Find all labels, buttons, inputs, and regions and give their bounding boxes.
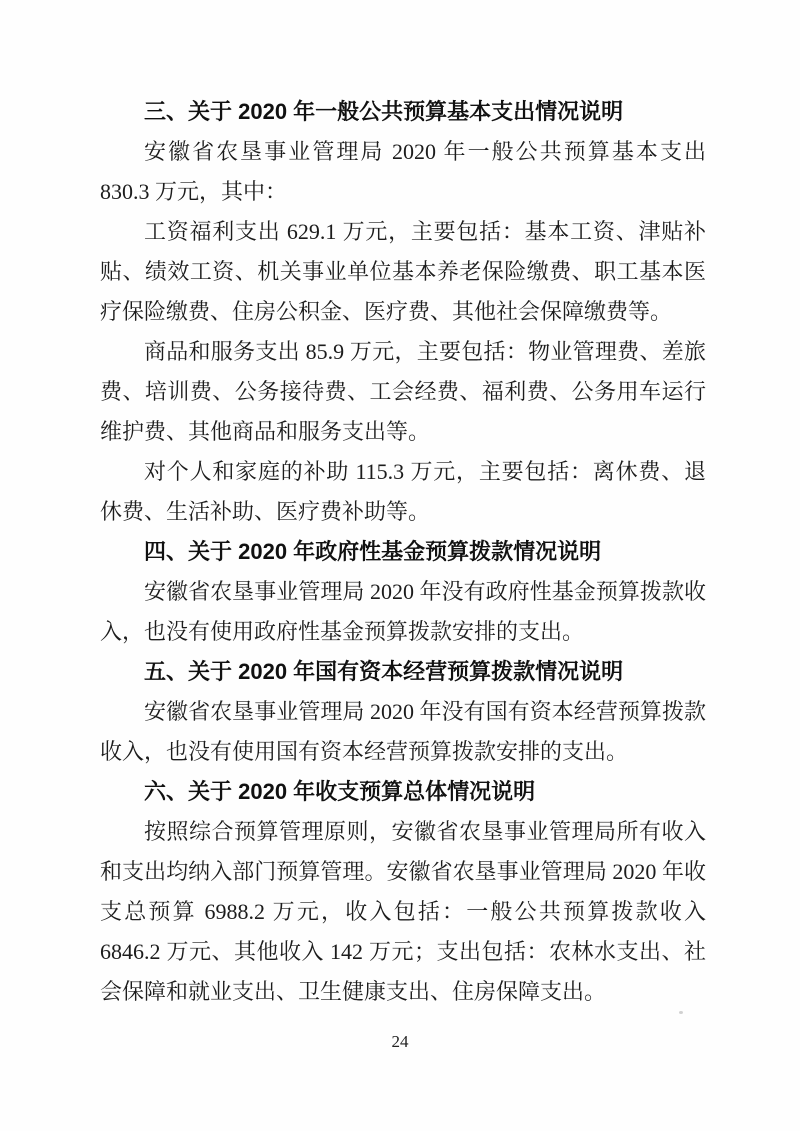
section-heading: 三、关于 2020 年一般公共预算基本支出情况说明 [144,99,624,124]
paragraph: 商品和服务支出 85.9 万元，主要包括：物业管理费、差旅费、培训费、公务接待费、工会经费、福利费、公务用车运行维护费、其他商品和服务支出等。 [100,339,706,444]
paragraph: 工资福利支出 629.1 万元，主要包括：基本工资、津贴补贴、绩效工资、机关事业单位基本养老保险缴费、职工基本医疗保险缴费、住房公积金、医疗费、其他社会保障缴费等。 [100,219,706,324]
section-heading: 六、关于 2020 年收支预算总体情况说明 [144,779,536,804]
section-overall-budget [100,772,706,1012]
section-heading: 四、关于 2020 年政府性基金预算拨款情况说明 [144,539,602,564]
paragraph: 对个人和家庭的补助 115.3 万元，主要包括：离休费、退休费、生活补助、医疗费补助等。 [100,459,706,524]
section-heading: 五、关于 2020 年国有资本经营预算拨款情况说明 [144,659,624,684]
paragraph: 安徽省农垦事业管理局 2020 年没有国有资本经营预算拨款收入，也没有使用国有资本经营预算拨款安排的支出。 [100,699,706,764]
page-number: 24 [391,1032,409,1051]
paragraph: 按照综合预算管理原则，安徽省农垦事业管理局所有收入和支出均纳入部门预算管理。安徽省农垦事业管理局 2020 年收支总预算 6988.2 万元，收入包括：一般公共预算拨款收入 6846.2 万元、其他收入 142 万元；支出包括：农林水支出、社会保障和就业支出、卫生健康支出、住房保障支出。 [100,819,706,1004]
scan-artifact [679,1011,683,1014]
document-body [100,92,706,1012]
paragraph: 安徽省农垦事业管理局 2020 年没有政府性基金预算拨款收入，也没有使用政府性基金预算拨款安排的支出。 [100,579,706,644]
paragraph: 安徽省农垦事业管理局 2020 年一般公共预算基本支出 830.3 万元，其中： [100,139,706,204]
section-state-capital-budget [100,652,706,772]
section-basic-expenditure [100,92,706,532]
section-government-fund-budget [100,532,706,652]
